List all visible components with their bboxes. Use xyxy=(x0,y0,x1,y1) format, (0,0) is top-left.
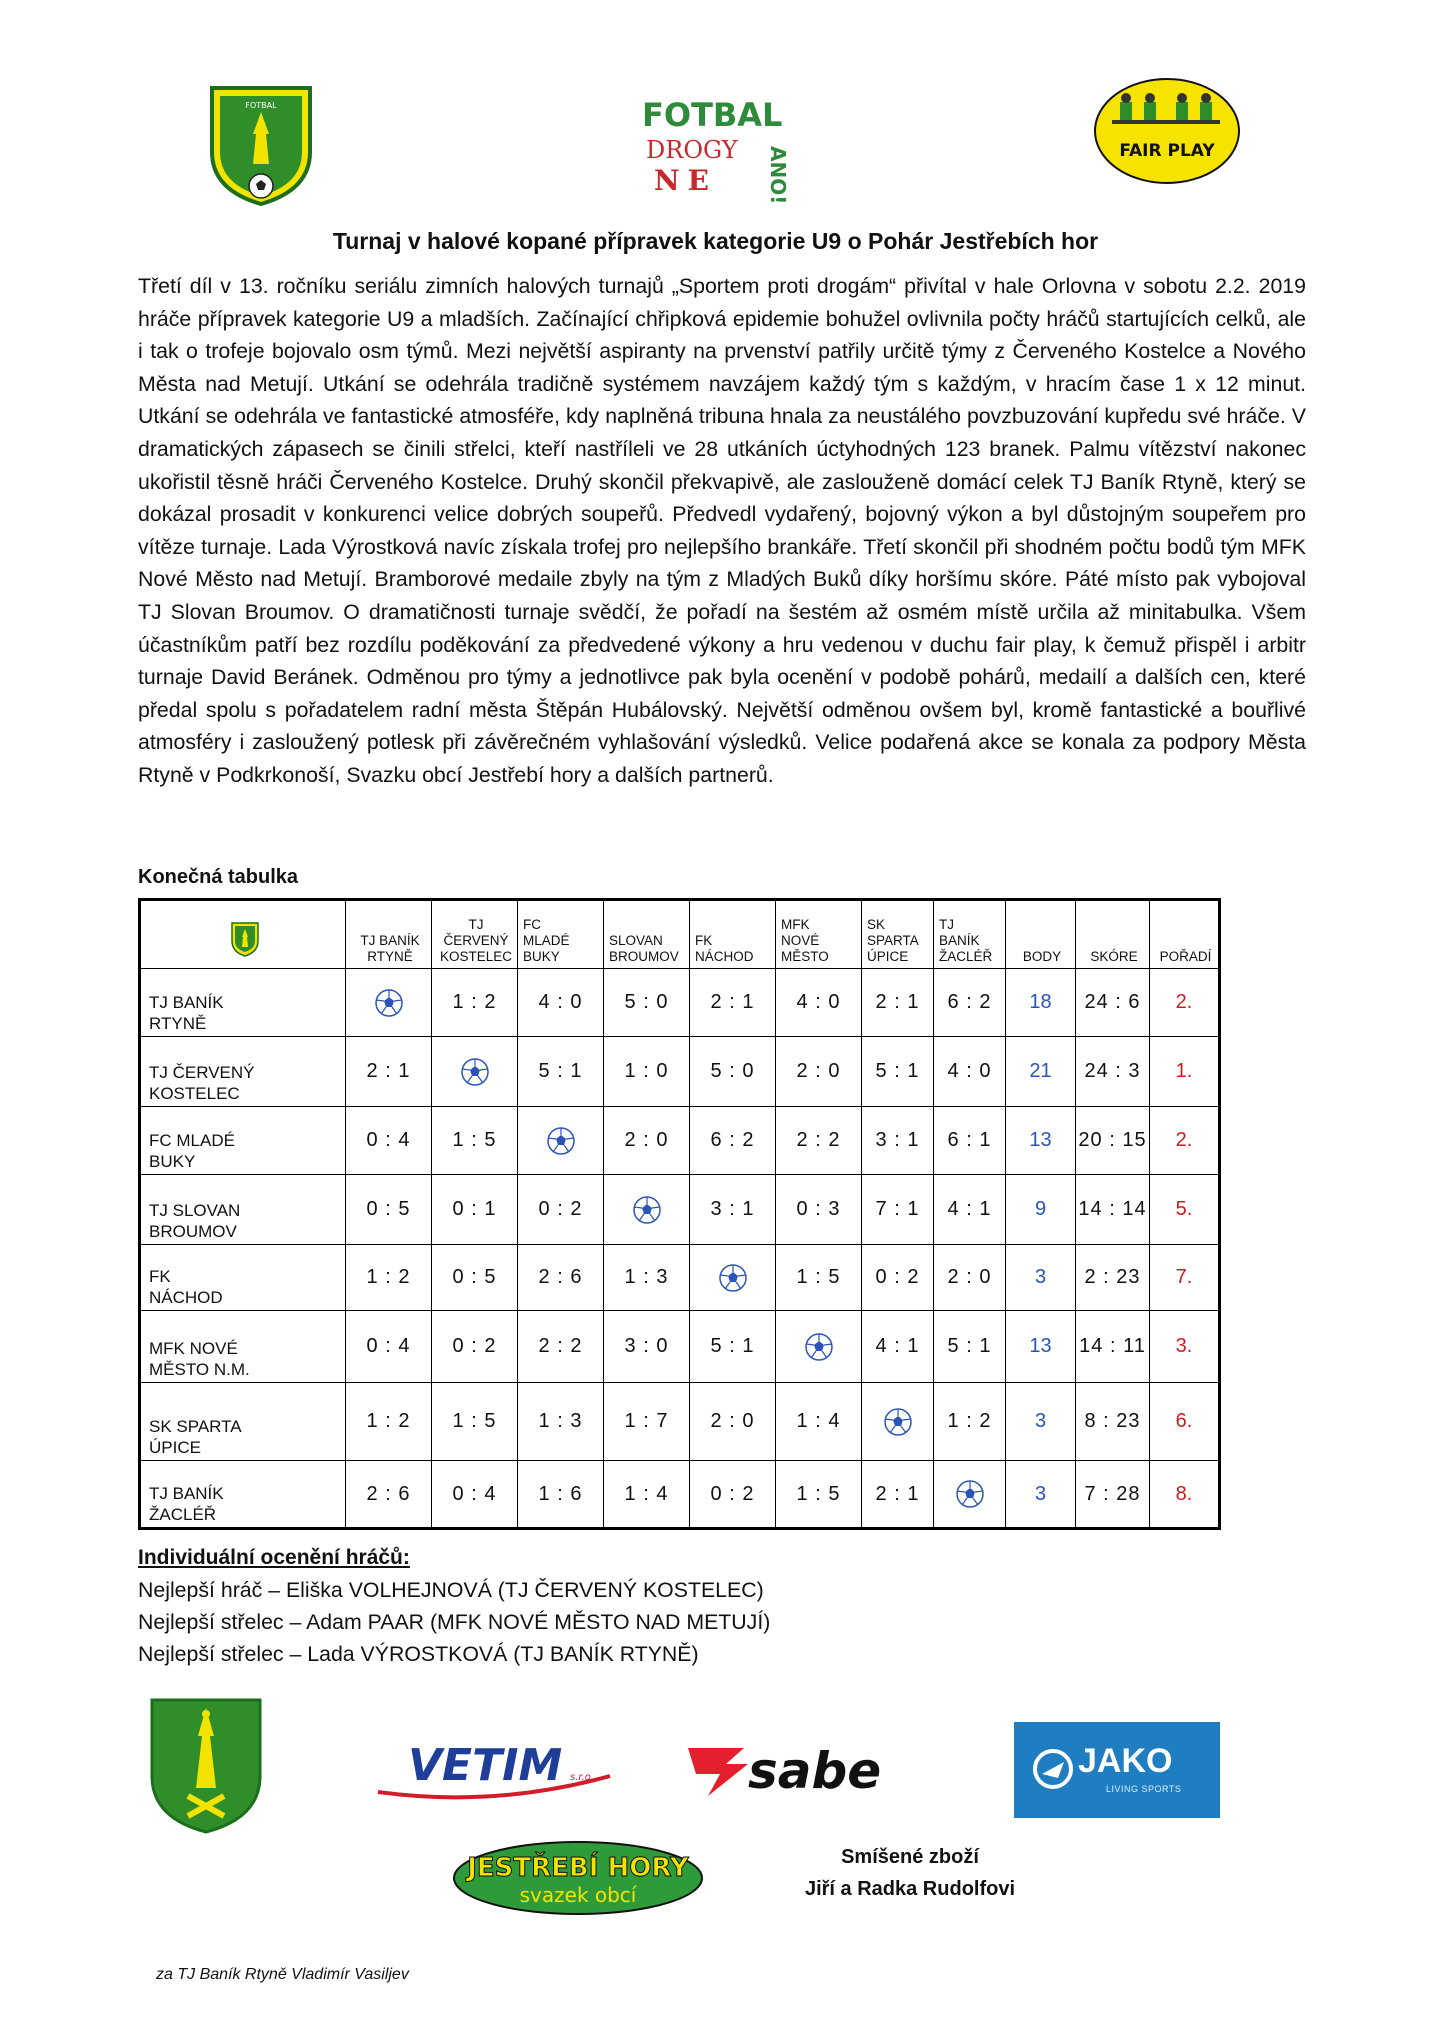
award-item: Nejlepší střelec – Lada VÝROSTKOVÁ (TJ BANÍK RTYNĚ) xyxy=(138,1642,699,1666)
col-header: SLOVAN BROUMOV xyxy=(604,900,690,969)
vetim-logo xyxy=(374,1728,614,1808)
match-result: 2 : 1 xyxy=(862,1461,934,1529)
match-result: 5 : 0 xyxy=(604,969,690,1037)
shop-name: Smíšené zboží xyxy=(841,1846,979,1868)
tj-banik-rtyne-logo xyxy=(206,82,316,208)
match-result: 0 : 4 xyxy=(346,1311,432,1383)
col-header: TJ BANÍK RTYNĚ xyxy=(346,900,432,969)
match-result: 1 : 5 xyxy=(776,1461,862,1529)
svg-text:svazek obcí: svazek obcí xyxy=(519,1883,637,1907)
rank-cell: 8. xyxy=(1150,1461,1220,1529)
points-cell: 3 xyxy=(1006,1461,1076,1529)
col-header: FK NÁCHOD xyxy=(690,900,776,969)
club-crest-icon xyxy=(230,921,260,957)
self-match-cell xyxy=(432,1037,518,1107)
rank-cell: 3. xyxy=(1150,1311,1220,1383)
match-result: 0 : 5 xyxy=(432,1245,518,1311)
match-result: 5 : 1 xyxy=(690,1311,776,1383)
match-result: 4 : 0 xyxy=(776,969,862,1037)
score-cell: 14 : 11 xyxy=(1076,1311,1150,1383)
match-result: 1 : 6 xyxy=(518,1461,604,1529)
svg-text:NE: NE xyxy=(654,164,717,197)
match-result: 2 : 6 xyxy=(518,1245,604,1311)
col-header: SK SPARTA ÚPICE xyxy=(862,900,934,969)
football-icon xyxy=(546,1126,576,1156)
col-header: TJ ČERVENÝ KOSTELEC xyxy=(432,900,518,969)
match-result: 2 : 0 xyxy=(690,1383,776,1461)
team-name: TJ BANÍK ŽACLÉŘ xyxy=(140,1461,346,1529)
self-match-cell xyxy=(518,1107,604,1175)
match-result: 0 : 2 xyxy=(862,1245,934,1311)
award-item: Nejlepší střelec – Adam PAAR (MFK NOVÉ MĚSTO NAD METUJÍ) xyxy=(138,1610,771,1634)
self-match-cell xyxy=(690,1245,776,1311)
match-result: 1 : 5 xyxy=(776,1245,862,1311)
score-cell: 24 : 6 xyxy=(1076,969,1150,1037)
self-match-cell xyxy=(604,1175,690,1245)
match-result: 2 : 6 xyxy=(346,1461,432,1529)
match-result: 1 : 5 xyxy=(432,1107,518,1175)
table-row xyxy=(140,969,1220,1037)
score-cell: 14 : 14 xyxy=(1076,1175,1150,1245)
col-header-poradi: POŘADÍ xyxy=(1150,900,1220,969)
rank-cell: 6. xyxy=(1150,1383,1220,1461)
svg-text:DROGY: DROGY xyxy=(646,136,738,164)
match-result: 5 : 1 xyxy=(518,1037,604,1107)
points-cell: 3 xyxy=(1006,1383,1076,1461)
football-icon xyxy=(718,1263,748,1293)
match-result: 1 : 2 xyxy=(346,1245,432,1311)
match-result: 3 : 1 xyxy=(690,1175,776,1245)
match-result: 5 : 1 xyxy=(862,1037,934,1107)
football-icon xyxy=(883,1407,913,1437)
team-name: TJ SLOVAN BROUMOV xyxy=(140,1175,346,1245)
jako-emblem-icon xyxy=(1032,1748,1074,1790)
self-match-cell xyxy=(346,969,432,1037)
match-result: 6 : 2 xyxy=(934,969,1006,1037)
football-icon xyxy=(374,988,404,1018)
rtyne-town-crest xyxy=(148,1696,264,1836)
match-result: 1 : 2 xyxy=(432,969,518,1037)
match-result: 1 : 7 xyxy=(604,1383,690,1461)
match-result: 2 : 2 xyxy=(776,1107,862,1175)
match-result: 1 : 2 xyxy=(346,1383,432,1461)
team-name: SK SPARTA ÚPICE xyxy=(140,1383,346,1461)
award-item: Nejlepší hráč – Eliška VOLHEJNOVÁ (TJ ČERVENÝ KOSTELEC) xyxy=(138,1578,764,1602)
svg-text:FOTBAL: FOTBAL xyxy=(642,96,783,134)
table-row xyxy=(140,1107,1220,1175)
svg-text:FOTBAL: FOTBAL xyxy=(245,101,277,110)
rank-cell: 2. xyxy=(1150,1107,1220,1175)
col-header: TJ BANÍK ŽACLÉŘ xyxy=(934,900,1006,969)
match-result: 1 : 2 xyxy=(934,1383,1006,1461)
score-cell: 24 : 3 xyxy=(1076,1037,1150,1107)
football-icon xyxy=(632,1195,662,1225)
match-result: 5 : 0 xyxy=(690,1037,776,1107)
match-result: 0 : 4 xyxy=(346,1107,432,1175)
jestrebi-hory-logo xyxy=(450,1838,706,1918)
team-name: TJ BANÍK RTYNĚ xyxy=(140,969,346,1037)
jako-tagline: LIVING SPORTS xyxy=(1106,1784,1182,1794)
match-result: 1 : 0 xyxy=(604,1037,690,1107)
score-cell: 2 : 23 xyxy=(1076,1245,1150,1311)
match-result: 2 : 0 xyxy=(776,1037,862,1107)
points-cell: 9 xyxy=(1006,1175,1076,1245)
table-row xyxy=(140,1175,1220,1245)
svg-text:sabe: sabe xyxy=(748,1742,882,1800)
svg-text:JESTŘEBÍ HORY: JESTŘEBÍ HORY xyxy=(467,1853,689,1883)
table-row xyxy=(140,1037,1220,1107)
table-row xyxy=(140,1383,1220,1461)
table-row xyxy=(140,1245,1220,1311)
col-header-skore: SKÓRE xyxy=(1076,900,1150,969)
corner-cell xyxy=(140,900,346,969)
match-result: 0 : 2 xyxy=(690,1461,776,1529)
football-icon xyxy=(955,1479,985,1509)
fotbal-drogy-ne-logo xyxy=(640,96,806,206)
svg-text:FAIR PLAY: FAIR PLAY xyxy=(1119,141,1215,161)
match-result: 2 : 1 xyxy=(346,1037,432,1107)
standings-table xyxy=(138,898,1221,1530)
match-result: 4 : 1 xyxy=(934,1175,1006,1245)
col-header-body: BODY xyxy=(1006,900,1076,969)
jako-wordmark: JAKO xyxy=(1078,1742,1173,1780)
svg-text:VETIM: VETIM xyxy=(408,1740,563,1791)
points-cell: 13 xyxy=(1006,1107,1076,1175)
points-cell: 3 xyxy=(1006,1245,1076,1311)
match-result: 2 : 0 xyxy=(604,1107,690,1175)
sabe-logo xyxy=(686,1734,900,1804)
table-title: Konečná tabulka xyxy=(138,866,299,888)
page-title: Turnaj v halové kopané přípravek kategorie U9 o Pohár Jestřebích hor xyxy=(332,228,1099,254)
match-result: 1 : 4 xyxy=(776,1383,862,1461)
svg-text:s.r.o.: s.r.o. xyxy=(570,1772,595,1783)
match-result: 1 : 3 xyxy=(604,1245,690,1311)
match-result: 2 : 1 xyxy=(862,969,934,1037)
awards-heading: Individuální ocenění hráčů: xyxy=(138,1546,410,1569)
match-result: 3 : 1 xyxy=(862,1107,934,1175)
self-match-cell xyxy=(776,1311,862,1383)
rank-cell: 5. xyxy=(1150,1175,1220,1245)
header-row xyxy=(140,900,1220,969)
team-name: MFK NOVÉ MĚSTO N.M. xyxy=(140,1311,346,1383)
match-result: 0 : 2 xyxy=(518,1175,604,1245)
table-row xyxy=(140,1311,1220,1383)
match-result: 0 : 4 xyxy=(432,1461,518,1529)
rank-cell: 2. xyxy=(1150,969,1220,1037)
match-result: 2 : 0 xyxy=(934,1245,1006,1311)
match-result: 3 : 0 xyxy=(604,1311,690,1383)
team-name: FK NÁCHOD xyxy=(140,1245,346,1311)
author-signature: za TJ Baník Rtyně Vladimír Vasiljev xyxy=(156,1966,409,1983)
score-cell: 8 : 23 xyxy=(1076,1383,1150,1461)
match-result: 1 : 5 xyxy=(432,1383,518,1461)
match-result: 4 : 0 xyxy=(518,969,604,1037)
match-result: 5 : 1 xyxy=(934,1311,1006,1383)
rank-cell: 7. xyxy=(1150,1245,1220,1311)
svg-text:ANO!: ANO! xyxy=(766,146,790,205)
match-result: 1 : 3 xyxy=(518,1383,604,1461)
team-name: TJ ČERVENÝ KOSTELEC xyxy=(140,1037,346,1107)
table-row xyxy=(140,1461,1220,1529)
match-result: 2 : 2 xyxy=(518,1311,604,1383)
col-header: MFK NOVÉ MĚSTO xyxy=(776,900,862,969)
match-result: 1 : 4 xyxy=(604,1461,690,1529)
shop-owners: Jiří a Radka Rudolfovi xyxy=(804,1878,1016,1900)
football-icon xyxy=(460,1057,490,1087)
rank-cell: 1. xyxy=(1150,1037,1220,1107)
self-match-cell xyxy=(934,1461,1006,1529)
self-match-cell xyxy=(862,1383,934,1461)
points-cell: 13 xyxy=(1006,1311,1076,1383)
points-cell: 21 xyxy=(1006,1037,1076,1107)
match-result: 6 : 2 xyxy=(690,1107,776,1175)
match-result: 6 : 1 xyxy=(934,1107,1006,1175)
match-result: 4 : 1 xyxy=(862,1311,934,1383)
match-result: 0 : 1 xyxy=(432,1175,518,1245)
match-result: 7 : 1 xyxy=(862,1175,934,1245)
score-cell: 20 : 15 xyxy=(1076,1107,1150,1175)
match-result: 0 : 2 xyxy=(432,1311,518,1383)
fair-play-logo xyxy=(1092,76,1242,186)
jako-logo xyxy=(1014,1722,1220,1818)
col-header: FC MLADÉ BUKY xyxy=(518,900,604,969)
score-cell: 7 : 28 xyxy=(1076,1461,1150,1529)
match-result: 4 : 0 xyxy=(934,1037,1006,1107)
match-result: 0 : 5 xyxy=(346,1175,432,1245)
match-result: 0 : 3 xyxy=(776,1175,862,1245)
football-icon xyxy=(804,1332,834,1362)
match-result: 2 : 1 xyxy=(690,969,776,1037)
article-text: Třetí díl v 13. ročníku seriálu zimních halových turnajů „Sportem proti drogám“ přivítal v hale Orlovna v sobotu 2.2. 2019 hráče přípravek kategorie U9 a mladších. Začínající chřipková epidemie bohužel ovlivnila počty hráčů startujících celků, ale i tak o trofeje bojovalo osm týmů. Mezi největší aspiranty na prvenství patřily určitě týmy z Červeného Kostelce a Nového Města nad Metují. Utkání se odehrála tradičně systémem navzájem každý tým s každým, v hracím čase 1 x 12 minut. Utkání se odehrála ve fantastické atmosféře, kdy naplněná tribuna hnala za neustálého povzbuzování kupředu své hráče. V dramatických zápasech se činili střelci, kteří nastříleli ve 28 utkáních úctyhodných 123 branek. Palmu vítězství nakonec ukořistil těsně hráči Červeného Kostelce. Druhý skončil překvapivě, ale zaslouženě domácí celek TJ Baník Rtyně, který se dokázal prosadit v konkurenci velice dobrých soupeřů. Předvedl vydařený, bojovný výkon a byl důstojným soupeřem pro vítěze turnaje. Lada Výrostková navíc získala trofej pro nejlepšího brankáře. Třetí skončil při shodném počtu bodů tým MFK Nové Město nad Metují. Bramborové medaile zbyly na tým z Mladých Buků díky horšímu skóre. Páté místo pak vybojoval TJ Slovan Broumov. O dramatičnosti turnaje svědčí, že pořadí na šestém až osmém místě určila až minitabulka. Všem účastníkům patří bez rozdílu poděkování za předvedené výkony a hru vedenou v duchu fair play, k čemuž přispěl i arbitr turnaje David Beránek. Odměnou pro týmy a jednotlivce pak byla ocenění v podobě pohárů, medailí a dalších cen, které předal spolu s pořadatelem radní města Štěpán Hubálovský. Největší odměnou ovšem byl, kromě fantastické a bouřlivé atmosféry i zasloužený potlesk při závěrečném vyhlašování výsledků. Velice podařená akce se konala za podpory Města Rtyně v Podkrkonoší, Svazku obcí Jestřebí hory a dalších partnerů. xyxy=(138,274,1306,787)
points-cell: 18 xyxy=(1006,969,1076,1037)
team-name: FC MLADÉ BUKY xyxy=(140,1107,346,1175)
